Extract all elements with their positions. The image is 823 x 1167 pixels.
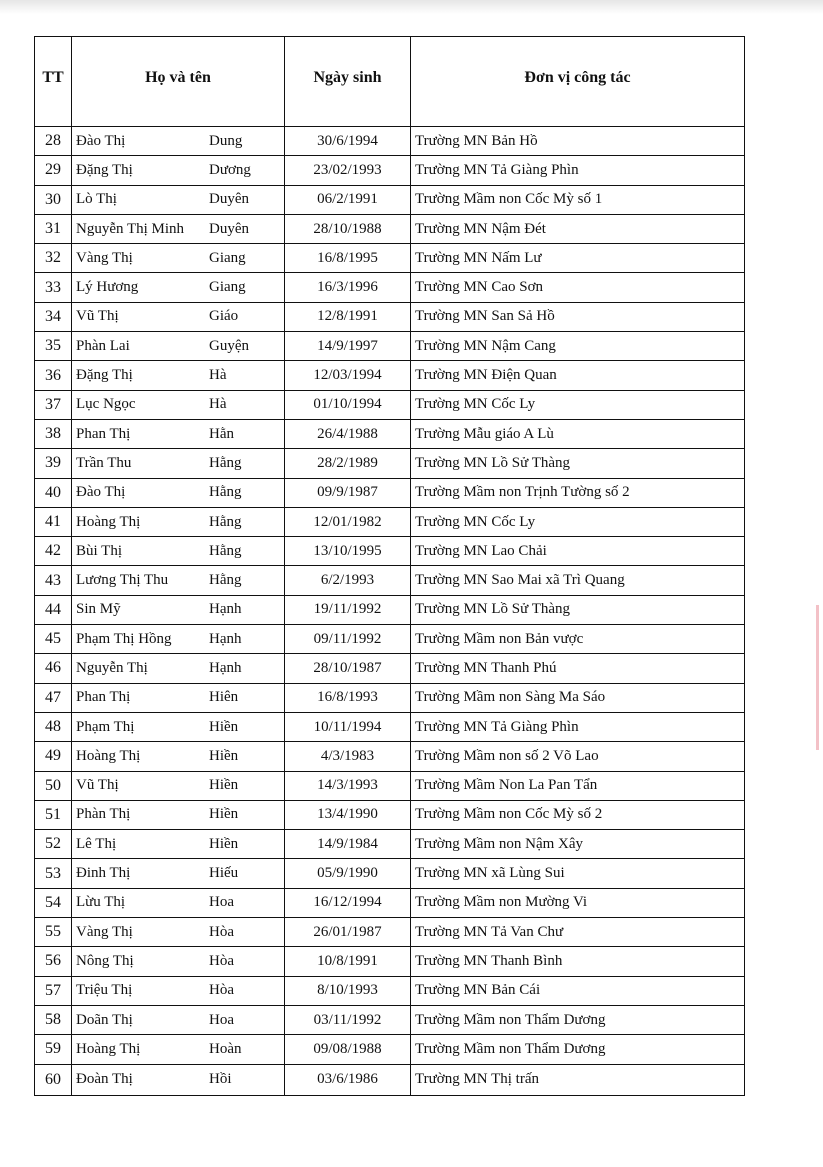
given-name: Hiền xyxy=(209,718,239,735)
workplace: Trường MN Sao Mai xã Trì Quang xyxy=(411,566,745,595)
row-number: 31 xyxy=(35,214,72,243)
row-number: 41 xyxy=(35,507,72,536)
row-number: 35 xyxy=(35,332,72,361)
given-name: Hiếu xyxy=(209,865,239,882)
full-name-cell xyxy=(72,976,285,1005)
workplace: Trường Mẫu giáo A Lù xyxy=(411,419,745,448)
table-header-row xyxy=(35,37,745,127)
date-of-birth: 09/9/1987 xyxy=(285,478,411,507)
workplace: Trường Mầm non Bản vược xyxy=(411,625,745,654)
date-of-birth: 14/9/1997 xyxy=(285,332,411,361)
row-number: 58 xyxy=(35,1005,72,1034)
row-number: 36 xyxy=(35,361,72,390)
full-name-cell xyxy=(72,683,285,712)
full-name-cell xyxy=(72,214,285,243)
full-name-cell xyxy=(72,390,285,419)
full-name-cell xyxy=(72,771,285,800)
table-row xyxy=(35,419,745,448)
table-row xyxy=(35,214,745,243)
table-row xyxy=(35,449,745,478)
given-name: Hà xyxy=(209,367,227,384)
full-name-cell xyxy=(72,830,285,859)
header-tt: TT xyxy=(35,37,72,127)
row-number: 38 xyxy=(35,419,72,448)
full-name-cell xyxy=(72,625,285,654)
row-number: 47 xyxy=(35,683,72,712)
row-number: 53 xyxy=(35,859,72,888)
table-row xyxy=(35,566,745,595)
table-body xyxy=(35,127,745,1096)
table-row xyxy=(35,332,745,361)
row-number: 34 xyxy=(35,302,72,331)
row-number: 48 xyxy=(35,712,72,741)
workplace: Trường MN Bản Hồ xyxy=(411,127,745,156)
full-name-cell xyxy=(72,566,285,595)
date-of-birth: 28/2/1989 xyxy=(285,449,411,478)
row-number: 50 xyxy=(35,771,72,800)
family-middle-name: Phan Thị xyxy=(76,425,131,442)
given-name: Hồi xyxy=(209,1071,232,1087)
full-name-cell xyxy=(72,947,285,976)
full-name-cell xyxy=(72,332,285,361)
family-middle-name: Đặng Thị xyxy=(76,161,133,178)
date-of-birth: 12/01/1982 xyxy=(285,507,411,536)
family-middle-name: Đào Thị xyxy=(76,484,126,501)
full-name-cell xyxy=(72,507,285,536)
row-number: 55 xyxy=(35,918,72,947)
family-middle-name: Phan Thị xyxy=(76,689,131,706)
given-name: Hòa xyxy=(209,952,234,969)
family-middle-name: Lê Thị xyxy=(76,835,117,852)
family-middle-name: Vàng Thị xyxy=(76,923,133,940)
family-middle-name: Phàn Lai xyxy=(76,337,130,354)
workplace: Trường Mầm non Cốc Mỳ số 2 xyxy=(411,800,745,829)
table-row xyxy=(35,156,745,185)
row-number: 46 xyxy=(35,654,72,683)
workplace: Trường MN Thanh Bình xyxy=(411,947,745,976)
given-name: Hằng xyxy=(209,484,242,501)
given-name: Hằng xyxy=(209,542,242,559)
given-name: Hoa xyxy=(209,1011,234,1028)
row-number: 45 xyxy=(35,625,72,654)
full-name-cell xyxy=(72,654,285,683)
workplace: Trường Mầm non Nậm Xây xyxy=(411,830,745,859)
date-of-birth: 16/12/1994 xyxy=(285,888,411,917)
table-row xyxy=(35,683,745,712)
date-of-birth: 16/8/1993 xyxy=(285,683,411,712)
family-middle-name: Sin Mỹ xyxy=(76,601,121,618)
full-name-cell xyxy=(72,712,285,741)
workplace: Trường MN Lồ Sử Thàng xyxy=(411,595,745,624)
full-name-cell xyxy=(72,888,285,917)
date-of-birth: 28/10/1987 xyxy=(285,654,411,683)
full-name-cell xyxy=(72,800,285,829)
table-row xyxy=(35,947,745,976)
workplace: Trường Mầm non Trịnh Tường số 2 xyxy=(411,478,745,507)
table-row xyxy=(35,859,745,888)
workplace: Trường MN Tả Giàng Phìn xyxy=(411,156,745,185)
table-row xyxy=(35,507,745,536)
family-middle-name: Đặng Thị xyxy=(76,367,133,384)
given-name: Giáo xyxy=(209,308,239,325)
full-name-cell xyxy=(72,859,285,888)
full-name-cell xyxy=(72,244,285,273)
workplace: Trường MN Cao Sơn xyxy=(411,273,745,302)
family-middle-name: Hoàng Thị xyxy=(76,747,141,764)
family-middle-name: Nguyễn Thị xyxy=(76,659,148,676)
row-number: 40 xyxy=(35,478,72,507)
given-name: Duyên xyxy=(209,220,249,237)
table-row xyxy=(35,654,745,683)
staff-roster-table xyxy=(34,36,745,1096)
workplace: Trường Mầm non Thẩm Dương xyxy=(411,1035,745,1064)
table-row xyxy=(35,595,745,624)
workplace: Trường MN Lao Chải xyxy=(411,537,745,566)
table-row xyxy=(35,185,745,214)
full-name-cell xyxy=(72,127,285,156)
given-name: Hằn xyxy=(209,425,234,442)
row-number: 44 xyxy=(35,595,72,624)
header-name: Họ và tên xyxy=(72,37,285,127)
date-of-birth: 10/8/1991 xyxy=(285,947,411,976)
family-middle-name: Phạm Thị Hồng xyxy=(76,630,172,647)
given-name: Hằng xyxy=(209,572,242,589)
row-number: 51 xyxy=(35,800,72,829)
row-number: 37 xyxy=(35,390,72,419)
table-row xyxy=(35,273,745,302)
date-of-birth: 03/11/1992 xyxy=(285,1005,411,1034)
family-middle-name: Lục Ngọc xyxy=(76,396,136,413)
row-number: 29 xyxy=(35,156,72,185)
row-number: 52 xyxy=(35,830,72,859)
full-name-cell xyxy=(72,449,285,478)
family-middle-name: Triệu Thị xyxy=(76,982,133,999)
date-of-birth: 13/10/1995 xyxy=(285,537,411,566)
given-name: Hòa xyxy=(209,982,234,999)
workplace: Trường MN Điện Quan xyxy=(411,361,745,390)
row-number: 60 xyxy=(35,1064,72,1095)
table-row xyxy=(35,244,745,273)
table-row xyxy=(35,302,745,331)
table-row xyxy=(35,537,745,566)
family-middle-name: Lừu Thị xyxy=(76,894,126,911)
row-number: 43 xyxy=(35,566,72,595)
date-of-birth: 19/11/1992 xyxy=(285,595,411,624)
family-middle-name: Vàng Thị xyxy=(76,249,133,266)
row-number: 33 xyxy=(35,273,72,302)
family-middle-name: Bùi Thị xyxy=(76,542,122,559)
date-of-birth: 23/02/1993 xyxy=(285,156,411,185)
table-row xyxy=(35,390,745,419)
full-name-cell xyxy=(72,1005,285,1034)
given-name: Giang xyxy=(209,249,246,266)
row-number: 54 xyxy=(35,888,72,917)
row-number: 57 xyxy=(35,976,72,1005)
workplace: Trường MN Thanh Phú xyxy=(411,654,745,683)
workplace: Trường Mầm Non La Pan Tẩn xyxy=(411,771,745,800)
family-middle-name: Lò Thị xyxy=(76,191,117,208)
date-of-birth: 05/9/1990 xyxy=(285,859,411,888)
date-of-birth: 16/8/1995 xyxy=(285,244,411,273)
full-name-cell xyxy=(72,537,285,566)
table-row xyxy=(35,712,745,741)
given-name: Hòa xyxy=(209,923,234,940)
table-row xyxy=(35,888,745,917)
table-row xyxy=(35,771,745,800)
workplace: Trường MN Cốc Ly xyxy=(411,390,745,419)
family-middle-name: Vũ Thị xyxy=(76,308,119,325)
workplace: Trường MN Nậm Đét xyxy=(411,214,745,243)
date-of-birth: 8/10/1993 xyxy=(285,976,411,1005)
date-of-birth: 13/4/1990 xyxy=(285,800,411,829)
header-unit: Đơn vị công tác xyxy=(411,37,745,127)
workplace: Trường MN Thị trấn xyxy=(411,1064,745,1095)
table-row xyxy=(35,800,745,829)
family-middle-name: Hoàng Thị xyxy=(76,513,141,530)
table-row xyxy=(35,478,745,507)
family-middle-name: Hoàng Thị xyxy=(76,1040,141,1057)
full-name-cell xyxy=(72,918,285,947)
row-number: 56 xyxy=(35,947,72,976)
date-of-birth: 4/3/1983 xyxy=(285,742,411,771)
table-row xyxy=(35,361,745,390)
family-middle-name: Doãn Thị xyxy=(76,1011,133,1028)
workplace: Trường Mầm non số 2 Võ Lao xyxy=(411,742,745,771)
given-name: Dung xyxy=(209,132,243,149)
header-dob: Ngày sinh xyxy=(285,37,411,127)
given-name: Hiền xyxy=(209,806,239,823)
workplace: Trường MN Lồ Sử Thàng xyxy=(411,449,745,478)
family-middle-name: Đào Thị xyxy=(76,132,126,149)
workplace: Trường MN Tả Giàng Phìn xyxy=(411,712,745,741)
date-of-birth: 01/10/1994 xyxy=(285,390,411,419)
stamp-edge-mark xyxy=(816,605,819,750)
table-row xyxy=(35,918,745,947)
given-name: Hà xyxy=(209,396,227,413)
given-name: Hằng xyxy=(209,454,242,471)
date-of-birth: 06/2/1991 xyxy=(285,185,411,214)
full-name-cell xyxy=(72,742,285,771)
given-name: Duyên xyxy=(209,191,249,208)
date-of-birth: 09/08/1988 xyxy=(285,1035,411,1064)
full-name-cell xyxy=(72,1064,285,1095)
workplace: Trường Mầm non Thẩm Dương xyxy=(411,1005,745,1034)
scan-edge-shadow xyxy=(0,0,823,14)
family-middle-name: Lương Thị Thu xyxy=(76,572,169,589)
table-row xyxy=(35,742,745,771)
workplace: Trường Mầm non Mường Vi xyxy=(411,888,745,917)
given-name: Hằng xyxy=(209,513,242,530)
family-middle-name: Vũ Thị xyxy=(76,777,119,794)
row-number: 49 xyxy=(35,742,72,771)
full-name-cell xyxy=(72,361,285,390)
date-of-birth: 30/6/1994 xyxy=(285,127,411,156)
given-name: Giang xyxy=(209,279,246,296)
given-name: Hiền xyxy=(209,777,239,794)
row-number: 28 xyxy=(35,127,72,156)
date-of-birth: 03/6/1986 xyxy=(285,1064,411,1095)
full-name-cell xyxy=(72,478,285,507)
given-name: Guyện xyxy=(209,337,249,354)
workplace: Trường Mầm non Cốc Mỳ số 1 xyxy=(411,185,745,214)
workplace: Trường MN Bản Cái xyxy=(411,976,745,1005)
family-middle-name: Đinh Thị xyxy=(76,865,131,882)
date-of-birth: 10/11/1994 xyxy=(285,712,411,741)
row-number: 30 xyxy=(35,185,72,214)
given-name: Hiền xyxy=(209,835,239,852)
given-name: Hiền xyxy=(209,747,239,764)
date-of-birth: 16/3/1996 xyxy=(285,273,411,302)
row-number: 59 xyxy=(35,1035,72,1064)
table-row xyxy=(35,830,745,859)
family-middle-name: Phạm Thị xyxy=(76,718,135,735)
date-of-birth: 09/11/1992 xyxy=(285,625,411,654)
given-name: Hoa xyxy=(209,894,234,911)
given-name: Hạnh xyxy=(209,630,242,647)
workplace: Trường MN Cốc Ly xyxy=(411,507,745,536)
table-row xyxy=(35,1064,745,1095)
date-of-birth: 26/01/1987 xyxy=(285,918,411,947)
table-row xyxy=(35,1005,745,1034)
date-of-birth: 28/10/1988 xyxy=(285,214,411,243)
family-middle-name: Phàn Thị xyxy=(76,806,131,823)
row-number: 39 xyxy=(35,449,72,478)
date-of-birth: 14/3/1993 xyxy=(285,771,411,800)
family-middle-name: Đoàn Thị xyxy=(76,1071,133,1087)
full-name-cell xyxy=(72,1035,285,1064)
given-name: Hiên xyxy=(209,689,239,706)
workplace: Trường MN San Sả Hồ xyxy=(411,302,745,331)
workplace: Trường MN Nấm Lư xyxy=(411,244,745,273)
given-name: Dương xyxy=(209,161,251,178)
given-name: Hoàn xyxy=(209,1040,242,1057)
workplace: Trường MN Nậm Cang xyxy=(411,332,745,361)
date-of-birth: 6/2/1993 xyxy=(285,566,411,595)
table-row xyxy=(35,625,745,654)
workplace: Trường MN xã Lùng Sui xyxy=(411,859,745,888)
family-middle-name: Nông Thị xyxy=(76,952,134,969)
full-name-cell xyxy=(72,419,285,448)
family-middle-name: Nguyễn Thị Minh xyxy=(76,220,185,237)
full-name-cell xyxy=(72,185,285,214)
table-row xyxy=(35,1035,745,1064)
table-row xyxy=(35,127,745,156)
row-number: 32 xyxy=(35,244,72,273)
date-of-birth: 12/8/1991 xyxy=(285,302,411,331)
side-stamp-fragment xyxy=(805,605,821,750)
family-middle-name: Trần Thu xyxy=(76,454,132,471)
date-of-birth: 12/03/1994 xyxy=(285,361,411,390)
workplace: Trường Mầm non Sàng Ma Sáo xyxy=(411,683,745,712)
given-name: Hạnh xyxy=(209,659,242,676)
date-of-birth: 26/4/1988 xyxy=(285,419,411,448)
full-name-cell xyxy=(72,302,285,331)
full-name-cell xyxy=(72,156,285,185)
full-name-cell xyxy=(72,595,285,624)
row-number: 42 xyxy=(35,537,72,566)
given-name: Hạnh xyxy=(209,601,242,618)
date-of-birth: 14/9/1984 xyxy=(285,830,411,859)
table-row xyxy=(35,976,745,1005)
family-middle-name: Lý Hương xyxy=(76,279,139,296)
workplace: Trường MN Tả Van Chư xyxy=(411,918,745,947)
full-name-cell xyxy=(72,273,285,302)
